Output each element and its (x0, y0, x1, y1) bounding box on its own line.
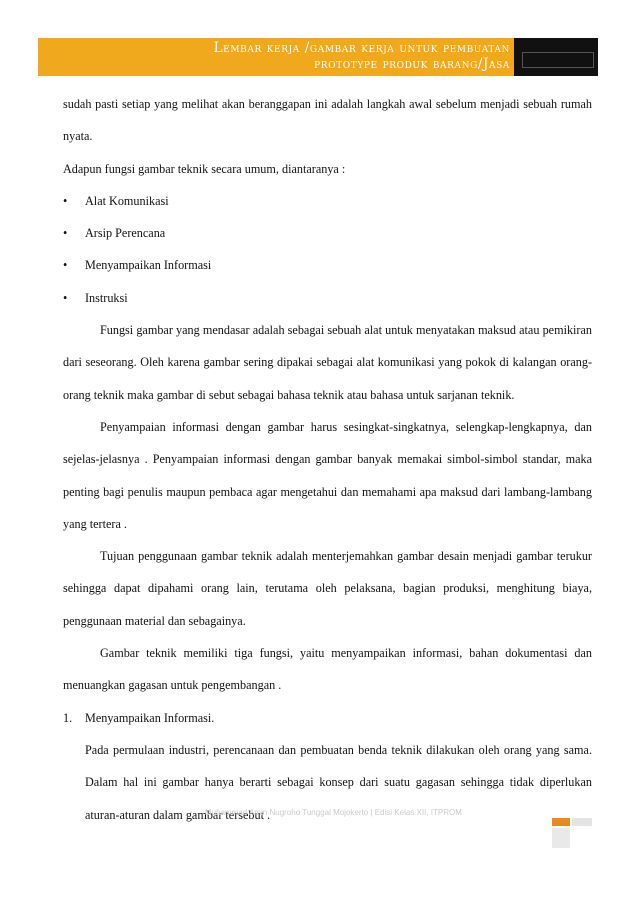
paragraph-fungsi-mendasar: Fungsi gambar yang mendasar adalah sebagai sebuah alat untuk menyatakan maksud atau pemikiran dari seseorang. Oleh karena gambar sering dipakai sebagai alat komunikasi yang pokok di kalangan orang-orang teknik maka gambar di sebut sebagai bahasa teknik atau bahasa untuk sarjanan teknik. (63, 323, 592, 402)
header-dark-frame (522, 52, 594, 68)
header-title (60, 40, 510, 72)
bullet-item (63, 185, 592, 217)
paragraph-tiga-fungsi: Gambar teknik memiliki tiga fungsi, yaitu menyampaikan informasi, bahan dokumentasi dan menuangkan gagasan untuk pengembangan . (63, 646, 592, 693)
bullet-item (63, 282, 592, 314)
footer-text: Muhammad Amin Nugroho Tunggal Mojokerto | Edisi Kelas XII, ITPROM (205, 808, 462, 817)
item-title: Menyampaikan Informasi. (85, 710, 215, 725)
bullet-dot-icon: • (63, 226, 68, 241)
document-body (63, 88, 592, 831)
bullet-dot-icon: • (63, 193, 68, 208)
footer-grey-block (572, 818, 592, 826)
bullet-dot-icon: • (63, 258, 68, 273)
paragraph-penyampaian: Penyampaian informasi dengan gambar harus sesingkat-singkatnya, selengkap-lengkapnya, dan sejelas-jelasnya . Penyampaian informasi dengan gambar banyak memakai simbol-simbol standar, maka penting bagi penulis maupun pembaca agar mengetahui dan memahami apa maksud dari lambang-lambang yang tertera . (63, 419, 592, 531)
bullet-text: Alat Komunikasi (85, 193, 169, 208)
footer-orange-block (552, 818, 570, 826)
intro-paragraph: sudah pasti setiap yang melihat akan beranggapan ini adalah langkah awal sebelum menjadi sebuah rumah nyata. (63, 97, 592, 144)
bullet-item (63, 249, 592, 281)
paragraph-tujuan: Tujuan penggunaan gambar teknik adalah menterjemahkan gambar desain menjadi gambar terukur sehingga dapat dipahami orang lain, terutama oleh pelaksana, bagian produksi, menghitung biaya, penggunaan material dan sebagainya. (63, 549, 592, 628)
bullet-text: Arsip Perencana (85, 226, 166, 241)
item-number: 1. (63, 710, 73, 725)
bullet-text: Instruksi (85, 290, 128, 305)
bullet-dot-icon: • (63, 290, 68, 305)
header-title-line2: prototype produk barang/Jasa (314, 56, 510, 72)
fungsi-intro: Adapun fungsi gambar teknik secara umum, diantaranya : (63, 161, 346, 176)
bullet-item (63, 217, 592, 249)
numbered-item (63, 702, 592, 734)
footer-grey-block (552, 828, 570, 848)
bullet-text: Menyampaikan Informasi (85, 258, 212, 273)
numbered-item-text: Pada permulaan industri, perencanaan dan pembuatan benda teknik dilakukan oleh orang yang sama. Dalam hal ini gambar hanya berarti sebagai konsep dari suatu gagasan sehingga tidak diperlukan aturan-aturan dalam gambar tersebut . (85, 742, 592, 822)
header-title-line1: Lembar kerja /gambar kerja untuk pembuatan (213, 40, 510, 56)
